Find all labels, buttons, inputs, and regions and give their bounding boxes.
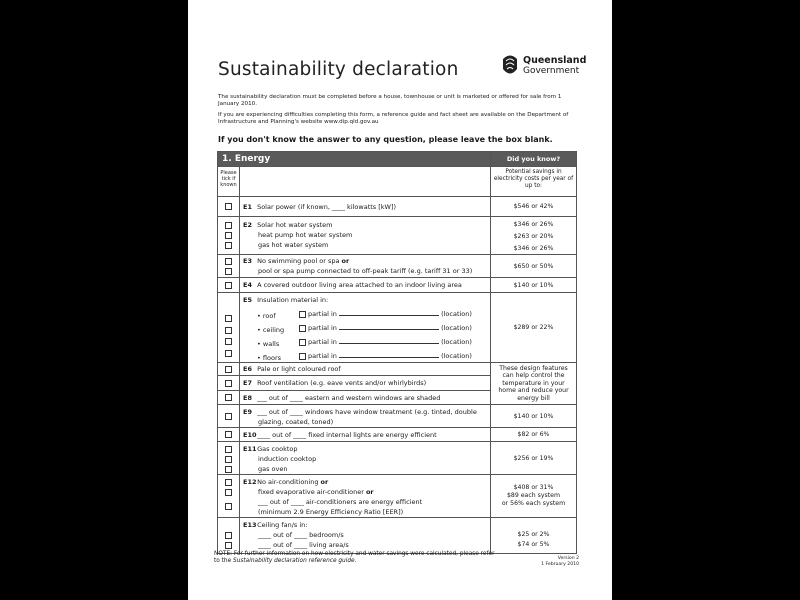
saving-e13-bedrooms: $25 or 2% (517, 531, 550, 538)
checkbox-e2-solar[interactable] (225, 222, 232, 229)
checkbox-e12-no-ac[interactable] (225, 479, 232, 486)
label-e2-heatpump: heat pump hot water system (258, 231, 353, 239)
partial-row-roof (299, 309, 472, 319)
saving-e12-1: $408 or 31% (513, 484, 554, 491)
saving-e13-living: $74 or 5% (517, 541, 550, 548)
label-e11-gas-oven: gas oven (258, 465, 288, 473)
code-e1: E1 (243, 202, 252, 211)
code-e4: E4 (243, 281, 252, 289)
label-e3-nopool: No swimming pool or spa (257, 257, 342, 265)
location-label: (location) (441, 352, 472, 360)
checkbox-e5-roof-partial[interactable] (299, 311, 306, 318)
insulation-walls: • walls (257, 340, 280, 348)
saving-e3: $650 or 50% (491, 255, 577, 278)
saving-e4: $140 or 10% (491, 278, 577, 293)
label-e5-roof: roof (262, 312, 276, 320)
saving-e2-heatpump: $263 or 20% (513, 233, 554, 240)
footnote (214, 551, 494, 565)
code-e13: E13 (243, 521, 257, 529)
energy-table (217, 151, 577, 554)
location-field-ceiling[interactable] (339, 323, 439, 330)
checkbox-e12-efficient[interactable] (225, 503, 232, 510)
checkbox-e5-walls-partial[interactable] (299, 339, 306, 346)
label-e12-no-ac: No air-conditioning (257, 478, 321, 486)
version-number: Version 2 (557, 556, 579, 561)
saving-e11: $256 or 19% (491, 442, 577, 475)
saving-e5: $289 or 22% (491, 293, 577, 363)
footnote-pre: to the (214, 558, 234, 565)
intro-paragraph-2: If you are experiencing difficulties completing this form, a reference guide and fact sheet are available on the Department of Infrastructure and Planning's website www.dip.qld.gov.au (218, 112, 569, 126)
code-e5: E5 (243, 296, 252, 304)
warning-text: If you don't know the answer to any question, please leave the box blank. (218, 135, 553, 144)
label-e10: ____ out of ____ fixed internal lights are energy efficient (257, 430, 437, 439)
label-e12-evaporative: fixed evaporative air-conditioner (258, 488, 366, 496)
checkbox-e2-gas[interactable] (225, 242, 232, 249)
label-e6: Pale or light coloured roof (257, 365, 341, 373)
intro-paragraph-1: The sustainability declaration must be completed before a house, townhouse or unit is marketed or offered for sale from 1 January 2010. (218, 94, 562, 108)
location-label: (location) (441, 310, 472, 318)
version-date: 1 February 2010 (541, 561, 579, 567)
checkbox-e5-ceiling[interactable] (225, 327, 232, 334)
label-e5: Insulation material in: (257, 296, 329, 304)
checkbox-e8[interactable] (225, 394, 232, 401)
saving-e2-solar: $346 or 26% (513, 221, 554, 228)
label-e5-ceiling: ceiling (262, 326, 285, 334)
label-e9-line1: ___ out of ____ windows have window treatment (e.g. tinted, double (257, 408, 477, 416)
label-e9-line2: glazing, coated, toned) (258, 418, 334, 426)
code-e11: E11 (243, 445, 257, 453)
checkbox-e12-evaporative[interactable] (225, 489, 232, 496)
insulation-roof: • roof (257, 312, 276, 320)
checkbox-e1[interactable] (225, 203, 232, 210)
partial-row-ceiling (299, 323, 472, 333)
label-e11-induction: induction cooktop (258, 455, 317, 463)
qld-emblem-icon (500, 53, 520, 79)
checkbox-e11-gas-oven[interactable] (225, 466, 232, 473)
label-e13-bedrooms: ____ out of ____ bedroom/s (258, 531, 344, 539)
or-e3: or (341, 257, 350, 265)
code-e9: E9 (243, 408, 252, 416)
reference-guide-title: Sustainability declaration reference guide (233, 558, 355, 565)
label-e11-gas-cooktop: Gas cooktop (257, 445, 298, 453)
saving-e1: $546 or 42% (491, 197, 577, 217)
partial-row-walls (299, 337, 472, 347)
code-e2: E2 (243, 221, 252, 229)
label-e12-eer: (minimum 2.9 Energy Efficiency Ratio [EER]) (258, 508, 404, 516)
label-e7: Roof ventilation (e.g. eave vents and/or whirlybirds) (257, 379, 427, 387)
label-e12-efficient: ___ out of ____ air-conditioners are energy efficient (258, 498, 423, 506)
partial-label: partial in (308, 338, 337, 346)
form-page (188, 0, 612, 600)
code-e8: E8 (243, 393, 252, 402)
code-e12: E12 (243, 478, 257, 486)
checkbox-e6[interactable] (225, 366, 232, 373)
code-e6: E6 (243, 365, 252, 373)
label-e4: A covered outdoor living area attached to an indoor living area (257, 281, 462, 289)
code-e10: E10 (243, 430, 257, 439)
location-label: (location) (441, 324, 472, 332)
partial-label: partial in (308, 352, 337, 360)
partial-label: partial in (308, 310, 337, 318)
checkbox-e13-living[interactable] (225, 542, 232, 549)
checkbox-e5-ceiling-partial[interactable] (299, 325, 306, 332)
checkbox-e13-bedrooms[interactable] (225, 532, 232, 539)
checkbox-e5-roof[interactable] (225, 315, 232, 322)
page-title: Sustainability declaration (218, 59, 459, 80)
saving-e10: $82 or 6% (491, 428, 577, 442)
checkbox-e7[interactable] (225, 380, 232, 387)
insulation-floors: • floors (257, 354, 282, 362)
section-title: 1. Energy (218, 152, 491, 167)
qld-government-logo (500, 53, 586, 79)
label-e1: Solar power (if known, ____ kilowatts [kW]) (257, 202, 397, 211)
partial-label: partial in (308, 324, 337, 332)
or-e12-1: or (320, 478, 329, 486)
checkbox-e10[interactable] (225, 431, 232, 438)
version-block (531, 556, 579, 567)
checkbox-e4[interactable] (225, 282, 232, 289)
label-e8: ___ out of ____ eastern and western windows are shaded (257, 393, 441, 402)
checkbox-e3-offpeak[interactable] (225, 268, 232, 275)
savings-column-header: Potential savings in electricity costs per year of up to: (491, 167, 577, 197)
location-label: (location) (441, 338, 472, 346)
label-e13-living: ____ out of ____ living area/s (258, 541, 349, 549)
location-field-floors[interactable] (339, 351, 439, 358)
saving-e12-3: or 56% each system (501, 500, 566, 507)
saving-e9: $140 or 10% (491, 405, 577, 428)
label-e2-gas: gas hot water system (258, 241, 329, 249)
insulation-ceiling: • ceiling (257, 326, 285, 334)
code-e7: E7 (243, 379, 252, 387)
label-e13: Ceiling fan/s in: (257, 521, 308, 529)
checkbox-e5-floors-partial[interactable] (299, 353, 306, 360)
checkbox-e3-nopool[interactable] (225, 258, 232, 265)
location-field-roof[interactable] (339, 309, 439, 316)
checkbox-e11-gas-cooktop[interactable] (225, 446, 232, 453)
logo-line2: Government (523, 66, 580, 76)
or-e12-2: or (365, 488, 374, 496)
label-e2-solar: Solar hot water system (257, 221, 333, 229)
checkbox-e5-floors[interactable] (225, 350, 232, 357)
code-e3: E3 (243, 257, 252, 265)
checkbox-e9[interactable] (225, 413, 232, 420)
footnote-post: . (354, 558, 357, 565)
footnote-line2 (214, 558, 494, 565)
checkbox-e2-heatpump[interactable] (225, 232, 232, 239)
did-you-know-header: Did you know? (491, 152, 577, 167)
saving-e2-gas: $346 or 26% (513, 245, 554, 252)
label-e3-offpeak: pool or spa pump connected to off-peak tariff (e.g. tariff 31 or 33) (258, 267, 473, 275)
saving-e12-2: $89 each system (506, 492, 561, 499)
label-e5-walls: walls (262, 340, 280, 348)
logo-line1: Queensland (523, 55, 587, 66)
tick-column-header: Please tick if known (218, 167, 240, 197)
partial-row-floors (299, 351, 472, 361)
location-field-walls[interactable] (339, 337, 439, 344)
footnote-line1: NOTE: For further information on how electricity and water savings were calculated, please refer (214, 551, 495, 557)
checkbox-e5-walls[interactable] (225, 338, 232, 345)
label-e5-floors: floors (262, 354, 282, 362)
checkbox-e11-induction[interactable] (225, 456, 232, 463)
design-features-note: These design features can help control the temperature in your home and reduce your energy bill (491, 363, 577, 405)
